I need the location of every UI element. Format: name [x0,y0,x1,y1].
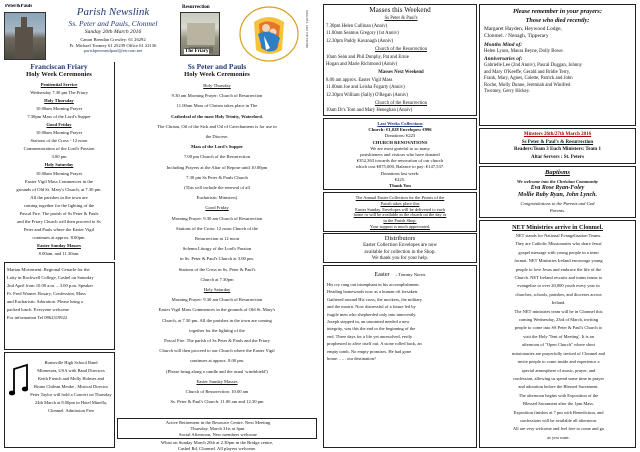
mass-line: 11.00am Seamus Gregory (1st Anniv) [326,31,399,37]
anniversaries-list [484,63,634,96]
sspp-line: Stations of the Cross: 12 noon Church of the [176,225,258,231]
friary-line: Stations of the Cross - 12 noon [30,138,88,144]
contact-line-1: Canon Brendan Crowley: 61 26292 [80,37,146,42]
net-line: coming Wednesday, 23rd of March, inviting [518,317,599,323]
poem-line: His cry rang out triumphant in his accomplishment. [327,282,420,287]
sspp-line: Church at 7.30pm [200,276,234,282]
collection-line: We are most grateful to so many [370,145,430,151]
collection-line: Thank You [389,183,411,189]
sspp-line: 11.00am Mass of Chrism takes place in The [176,103,258,109]
sspp-line: together for the lighting of the [189,327,245,333]
whist-line: Cashel Rd, Clonmel. All players welcome. [177,445,257,451]
ministers-text [480,131,635,161]
masses-list [326,15,476,115]
friary-line: 10.00am Morning Prayer [35,130,83,136]
net-line: missionaries are prayerfully invited of Clonmel and [512,350,605,356]
sspp-line: Morning Prayer: 9.30 am Church of Resurrection [171,215,263,221]
poem-line: end. Three days for a life yet unresolved, eerily [327,333,413,339]
friary-line: 8.00am, and 11.30am. [38,250,80,256]
sspp-section [117,62,317,418]
sspp-line: Easter Vigil Mass Commences in the grounds of Old St. Mary's [158,307,276,313]
baptisms-title: Baptisms [545,169,570,176]
page-title: Parish Newslink [76,6,150,18]
net-line: They are Catholic Missionaries who share Jesus' [514,241,603,247]
recent-death: Clonmel. / Nenagh, Tipperary [484,33,549,40]
whist-line: Whist on Sunday March 20th at 2.30pm in the Bridge centre, [160,440,274,445]
retirement-line: Thursday, March 31st at 3pm. [190,426,246,432]
masses-title: Masses this Weekend [369,6,431,14]
whist-text [117,440,317,451]
band-line: Peter Taylor will hold a Concert on Thursday [30,392,112,397]
net-line: gospel message with young people in a team [518,249,599,255]
poem-line: and the mourn. Now distressful of a future led by [327,304,416,310]
easter-poem-box [323,265,477,448]
easter-collection-text [324,195,476,230]
net-line: format. NET Ministries Ireland encourage young [514,258,603,264]
church-photo [4,12,46,60]
sspp-line: (Please bring along a candle and the usual 'windshield') [166,368,268,374]
baptisms-text [480,178,635,214]
anniversary-name: Gabrielle Lee (2nd Anniv), Pascal Duggan, Johnny [484,63,583,68]
mass-line: 12.30pm Paddy Kavanagh (Anniv) [326,39,394,45]
mass-line: 10am Dr's Tom and Mary Heneghan (Anniv) [326,108,413,114]
poem-line: Heading homewards now as a human oft forsaken. [327,289,419,295]
remember-box [479,4,636,126]
sspp-line: Ss. Peter & Paul's Church: 11.00 am and 12.30 pm [170,399,264,405]
ministers-box [479,128,636,164]
sspp-line: Pascal Fire. The parish of Ss Peter & Pauls and the Friary [164,338,270,344]
mass-line: 10am Seán and Phil Dunphy, Pat and Ernie [326,54,409,60]
collection-line: CHURCH RENOVATIONS [372,139,428,145]
baptism-line: We welcome into the Christian Community [516,179,599,184]
contact-line-3: parishpeterandpaul@eircom.net [83,48,143,53]
band-text [27,359,115,415]
martan-text [7,266,113,322]
sspp-line: Mass of the Lord's Supper [190,144,244,150]
martan-line: Laity in Rockwell College, Cashel on Saturday [7,275,94,280]
net-line: visit the Holy 'Tent of Meeting'. It is an [523,333,594,339]
poem-line: Gathered around His cross, the mockers, the military [327,296,423,302]
net-line: The afternoon begins with Exposition of the [518,392,599,398]
band-line: 24th March at 8.00pm in Hotel Minella, [35,400,107,405]
mass-line: Church of the Resurrection [374,46,428,52]
friary-line: Penitential Service [40,82,78,87]
mass-line: Masses Next Weekend [378,69,424,75]
sspp-title: Ss Peter and Pauls [187,62,247,71]
mass-line: 7.30pm Helen Cullinan (Anniv) [326,23,388,29]
sspp-line: Eucharistic Ministers) [196,195,238,201]
label-peter-pauls: Peter&Pauls [5,4,33,9]
anniversary-name: and Mary O'Keeffe, Gerald and Bridie Terry, [484,69,571,75]
collection-line: which cost €875,000, Balance to pay: €147,537. [355,164,445,170]
mind-label: Months Mind of: [484,42,523,48]
sspp-line: Holy Thursday [203,83,231,88]
band-line: Clonmel. Admission Free [47,408,95,413]
mass-line: 11.00am Joe and Leisha Fogarty (Anniv) [326,85,405,91]
band-box [4,352,115,448]
band-line: Keith French and Molly Holmes and [37,376,105,381]
retirement-box [117,418,317,439]
friary-line: and the Friary Church will then proceed to Ss [17,218,101,224]
net-line: The NET ministries team will be in Clonmel this [514,308,603,314]
collections-text [324,121,476,189]
easter-collection-line: in the Parish Shop. [383,218,417,224]
martan-line: 2nd April from 10.00 a.m. – 3.00 p.m. Speaker [7,283,93,288]
net-line: and adoration before the Blessed Sacrament. [518,384,599,390]
net-line: afternoon of "Open Church" where short [521,342,596,348]
distributors-text [324,243,476,263]
distributors-line: Easter Collection Envelopes are now [363,243,437,248]
sspp-line: Stations of the Cross in Ss. Peter & Paul's [178,266,256,272]
poem-line: fragile men who shepherded only into innocently. [327,311,417,317]
martan-line: Martan Movement: Regional Cenacle for the [7,267,90,272]
sspp-line: 7.30 pm Ss Peter & Pauls Church [186,174,248,180]
sspp-line: Church, at 7.30 pm. All the parishes in the town are coming [162,317,272,323]
sspp-line: Church will then proceed to our Church where the Easter Vigil [159,348,275,354]
net-line: NET stands for National Evangelisation Teams. [515,233,602,238]
collection-line: Donations last week: [380,170,420,176]
net-line: Ireland. [551,300,566,306]
sspp-line: Holy Saturday [203,287,231,293]
net-line: confession, allowing us spend some time in prayer [513,375,604,381]
sspp-line: Solemn Liturgy of the Lord's Passion [182,246,252,252]
martan-line: For information Tel 0862319922 [7,315,68,320]
recent-label: Those who died recently: [525,17,590,24]
poem-line: integrity, was this the end or the beginning of the [327,326,416,332]
friary-line: continues at approx. 8.00pm. [32,234,86,240]
martan-line: and Eucharistic Adoration. Please bring a [7,299,84,304]
martan-box [4,262,115,350]
friary-line: Easter Vigil Mass Commences in the [25,178,93,184]
distributors-line: available for collection in the Shop. [364,249,436,255]
friary-schedule [4,81,114,258]
martan-line: Fr. Fred Warner. Rosary, Confession, Mass [7,291,86,296]
baptism-line: Eva Rose Ryan-Foley [530,185,585,192]
label-resurrection: Resurrection [182,5,210,10]
net-line: special atmosphere of music, prayer, and [521,367,596,373]
retirement-line: Social Afternoon, New members welcome [179,432,257,438]
mercy-logo-icon [224,4,314,64]
collection-line: Church: €1,028 Envelopes: €996 [368,127,432,133]
collection-line: Last Weeks Collections [377,121,423,126]
anniversary-name: Roche, Molly Dunne, Jeremiah and Winifred [484,82,571,88]
contact-line-2: Fr. Michael Toomey 61 25239 Office 61 22136 [69,42,157,48]
collection-line: parishioners and visitors who have donated [360,152,440,158]
friary-line: Wednesday 7.30 pm The Friary [30,90,88,96]
net-line: Blessed Sacrament after the 1pm Mass. [523,401,594,407]
mass-line: Hogan and Marie Richmond (Anniv) [326,62,398,68]
sspp-subtitle: Holy Week Ceremonies [184,71,250,78]
friary-line: Commemoration of the Lord's Passion [23,146,95,152]
net-line: confessions will be available all afternoon. [520,417,597,423]
baptism-line: Parents. [549,207,566,213]
band-line: Burnsville High School Band [44,360,98,365]
baptism-line: Mollie Ruby Ryan, John Lynch. [517,192,597,199]
net-line: people to come into SS Peter & Paul's Church to [514,325,603,331]
collections-box [323,118,477,190]
recent-deaths [484,26,634,40]
friary-title: Franciscan Friary [30,62,88,71]
martan-line: packed lunch. Everyone welcome [7,307,69,312]
distributors-box [323,233,477,263]
friary-subtitle: Holy Week Ceremonies [26,71,92,78]
sspp-line: continues at approx. 8.00 pm. [189,358,245,364]
poem-line: home…… our destination? [327,356,376,362]
logo-text: MERCIFUL LIKE THE FATHER [305,10,308,49]
net-line: invite people to come inside and experience a [517,359,600,365]
net-title: NET Ministries arrive in Clonmel. [512,224,603,231]
net-line: churches, schools, parishes, and dioceses across [515,291,602,297]
collection-line: €225. [394,176,406,182]
baptisms-box [479,166,636,218]
sspp-line: (This will include the renewal of all [184,185,250,191]
sspp-line: the Diocese. [205,134,229,140]
sspp-schedule [117,81,317,408]
easter-collection-line: Your support is much appreciated. [369,223,431,229]
friary-line: 10.00am Morning Prayer [35,170,83,176]
net-text [482,232,635,442]
mass-line: Church of the Resurrection [374,100,428,106]
sspp-line: Good Friday [205,205,229,211]
minister-line: Ss Peter & Paul's & Resurrection [521,139,594,145]
friary-line: 7.30pm Mass of the Lord's Supper [27,114,91,120]
distributors-title: Distributors [384,235,416,242]
net-box [479,220,636,448]
net-line: All are very welcome and feel free to come and go [512,426,605,432]
sspp-line: 9.30 am Morning Prayer: Church of Resurrection [171,93,263,99]
easter-collection-line: The Annual Easter Collection for the Priests of the [355,195,445,200]
net-line: as you want. [547,434,570,440]
poem-line: Joseph stepped in, an unwanted needed a new [327,319,410,325]
sspp-line: in Ss. Peter & Paul's Church at 3.00 pm. [180,256,254,262]
easter-collection-line: Parish takes place this [380,200,420,206]
retirement-line: Active Retirement in the Resource Centre. Next Meeting [165,420,271,425]
band-line: Bruno Chilean Meuke , Musical Director [34,384,108,389]
masses-box [323,4,477,116]
sspp-line: The Chrism, Oil of the Sick and Oil of Catechumens is for use in [157,123,277,129]
sspp-line: Easter Sunday Masses [196,378,238,384]
mass-line: Ss Peter & Paul's [384,16,418,21]
friary-line: 10.00am Morning Prayer [35,106,83,112]
sspp-line: Including Prayers at the Altar of Repose until 10.00pm [166,164,268,170]
minister-line: Readers:Team 3 Euch Ministers: Team 1 [514,147,601,153]
sspp-line: Morning Prayer: 9.30 am Church of Resurrection [171,297,263,303]
mass-line: 12.30pm William (Sally) O'Regan (Anniv) [326,93,408,99]
distributors-line: We thank you for your help. [371,256,429,262]
collection-line: Donations: €225 [384,133,416,139]
friary-line: Pascal Fire. The parish of Ss Peter & Pauls [19,210,99,216]
anniversary-name: Frank, Mary, Agnes, Colette, Patrick and John [484,76,573,82]
friary-line: coming together for the lighting of the [23,202,95,208]
recent-death: Margaret Hayden, Heywood Lodge, [484,26,562,32]
baptism-line: Congratulations to the Parents and God [520,200,595,206]
months-mind-name: Helen Lyons, Maura Beyne, Dolly Bowe. [484,49,564,54]
poem-text [327,281,477,362]
sspp-line: Church of Resurrection: 10.00 am [185,389,249,395]
friary-line: 3.00 pm [51,154,67,160]
poem-line: empty tomb. No empty promises. He had gone [327,348,412,354]
minister-line: Minsters 26th/27th March 2016 [523,132,592,137]
page-subtitle: Ss. Peter and Pauls, Clonmel [68,19,158,28]
poem-title: Easter [374,272,390,278]
friary-section [4,62,115,260]
easter-collection-line: home or will be available in the church on the day or [353,212,447,218]
friary-line: Peter and Pauls where the Easter Vigil [23,226,95,232]
net-line: people to love Jesus and embrace the life of the [515,266,602,272]
easter-collection-box [323,192,477,232]
minister-line: Altar Servers : St. Peters [530,154,585,160]
poem-author: – Tommy Norris [395,272,426,277]
poem-line: prophesied to alive itself out. A stone rolled back, an [327,341,422,347]
collection-line: €352,363 towards the renovation of our church [356,158,444,164]
friary-line: Good Friday [46,122,72,128]
mercy-logo [224,4,314,64]
label-friary: The Friary [185,49,209,54]
net-line: evangelise to over 20,000 youth every year in [517,283,600,289]
sspp-line: Cathedral of the most Holy Trinity, Waterford. [171,113,263,119]
friary-line: Easter Sunday Masses [37,242,81,248]
friary-line: All the parishes in the town are [30,194,88,200]
easter-collection-line: Easter Sunday. Envelopes will be delivered to each [355,206,445,212]
remember-title: Please remember in your prayers: [512,8,603,15]
anniv-label: Anniversaries of: [484,56,523,62]
friary-line: Holy Saturday [44,162,74,168]
mass-line: 8.00 am approx. Easter Vigil Mass [326,77,393,83]
friary-line: grounds of Old St. Mary's Church, at 7.30 pm. [16,186,102,192]
band-line: Minnesota, USA with Band Directors [37,368,105,373]
retirement-text [118,420,317,439]
sspp-line: Resurrection at 12 noon [194,236,239,242]
net-line: Church. NET Ireland recruits and trains teams to [514,275,603,281]
net-line: Exposition finishes at 7 pm with Benediction, and [513,409,604,415]
page-date: Sunday 20th March 2016 [84,29,142,35]
months-mind-list [484,49,634,56]
friary-line: Holy Thursday [44,98,74,104]
anniversary-name: Twomey, Gerry Hickey. [484,89,530,95]
sspp-line: 7.00 pm Church of the Resurrection [183,154,251,160]
poem-heading [324,272,476,278]
